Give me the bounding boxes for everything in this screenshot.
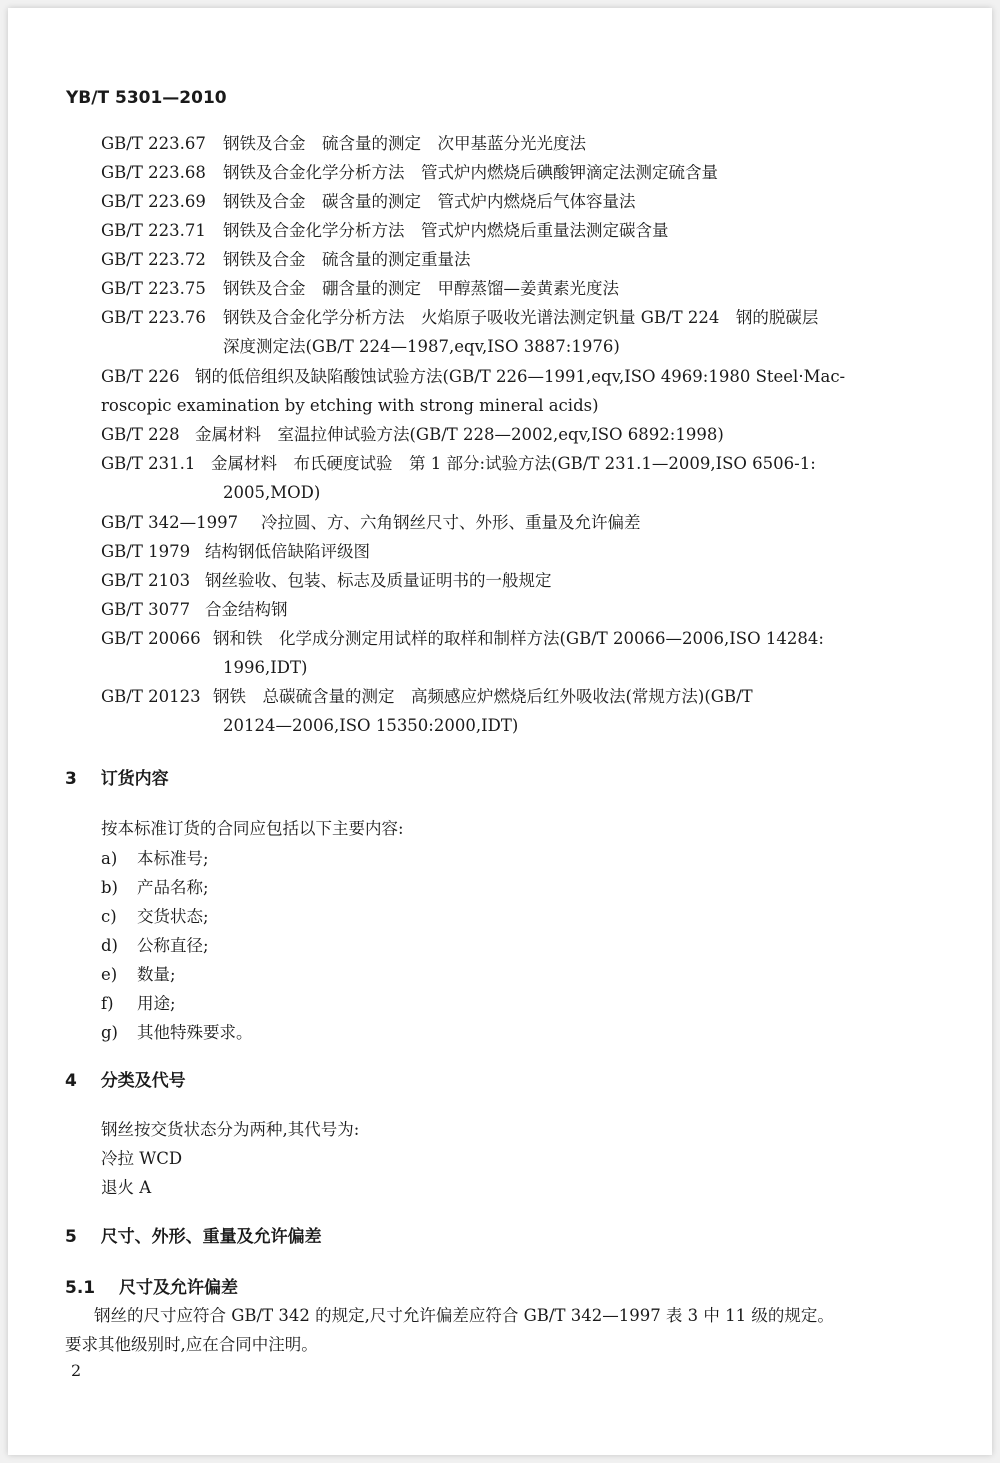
reference-row: [101, 453, 816, 475]
reference-row: [101, 366, 845, 388]
reference-title-continuation: 2005,MOD): [223, 483, 321, 502]
ordering-item: [101, 990, 176, 1014]
code-cold-drawn: 冷拉 WCD: [101, 1149, 183, 1168]
reference-row: [101, 249, 471, 271]
reference-code: GB/T 223.69: [101, 192, 206, 211]
section-3-title: 订货内容: [100, 769, 169, 789]
section-4-heading: [65, 1066, 186, 1091]
ordering-item-label: g): [101, 1023, 118, 1042]
reference-code: GB/T 228: [101, 425, 180, 444]
reference-title: 结构钢低倍缺陷评级图: [205, 542, 370, 561]
reference-title: 钢铁 总碳硫含量的测定 高频感应炉燃烧后红外吸收法(常规方法)(GB/T: [213, 687, 753, 706]
reference-row: [101, 424, 724, 446]
reference-code: GB/T 20066: [101, 629, 201, 648]
reference-code: GB/T 223.71: [101, 221, 206, 240]
subsection-5-1-title: 尺寸及允许偏差: [118, 1278, 238, 1298]
reference-row: [101, 686, 753, 708]
ordering-item-text: 本标准号;: [137, 849, 209, 868]
ordering-item-text: 交货状态;: [137, 907, 209, 926]
reference-row: [101, 570, 552, 592]
ordering-item: [101, 903, 209, 927]
section-5-title: 尺寸、外形、重量及允许偏差: [100, 1227, 322, 1247]
reference-code: GB/T 3077: [101, 600, 191, 619]
reference-title-continuation: 1996,IDT): [223, 658, 308, 677]
reference-row: [101, 599, 288, 621]
reference-title-continuation: roscopic examination by etching with strong mineral acids): [101, 396, 599, 415]
section-3-intro: 按本标准订货的合同应包括以下主要内容:: [101, 819, 404, 838]
reference-title: 钢铁及合金 硼含量的测定 甲醇蒸馏—姜黄素光度法: [223, 279, 619, 298]
subsection-5-1-number: 5.1: [65, 1278, 96, 1298]
reference-code: GB/T 342—1997: [101, 513, 239, 532]
reference-row: [101, 628, 824, 650]
document-page: [8, 8, 992, 1455]
reference-title: 合金结构钢: [205, 600, 288, 619]
ordering-item: [101, 1019, 253, 1043]
section-5-1-paragraph-line-2: 要求其他级别时,应在合同中注明。: [65, 1335, 318, 1354]
section-5-1-paragraph-line-1: 钢丝的尺寸应符合 GB/T 342 的规定,尺寸允许偏差应符合 GB/T 342—1997 表 3 中 11 级的规定。: [94, 1306, 834, 1325]
reference-title: 钢铁及合金 硫含量的测定重量法: [223, 250, 471, 269]
reference-title: 钢和铁 化学成分测定用试样的取样和制样方法(GB/T 20066—2006,ISO 14284:: [213, 629, 824, 648]
reference-title: 钢铁及合金化学分析方法 管式炉内燃烧后重量法测定碳含量: [223, 221, 669, 240]
reference-title-continuation: 20124—2006,ISO 15350:2000,IDT): [223, 716, 519, 735]
reference-row: [101, 307, 818, 329]
ordering-item-label: e): [101, 965, 118, 984]
reference-title: 钢铁及合金化学分析方法 火焰原子吸收光谱法测定钒量 GB/T 224 钢的脱碳层: [223, 308, 819, 327]
doc-header-code: YB/T 5301—2010: [66, 88, 227, 108]
reference-title: 钢铁及合金 碳含量的测定 管式炉内燃烧后气体容量法: [223, 192, 636, 211]
reference-code: GB/T 226: [101, 367, 180, 386]
ordering-item: [101, 961, 176, 985]
reference-row: [101, 541, 370, 563]
reference-code: GB/T 223.67: [101, 134, 206, 153]
reference-row: [101, 220, 669, 242]
reference-code: GB/T 223.75: [101, 279, 206, 298]
reference-code: GB/T 223.76: [101, 308, 206, 327]
code-annealed: 退火 A: [101, 1178, 152, 1197]
section-5-number: 5: [65, 1227, 77, 1247]
ordering-item-text: 其他特殊要求。: [137, 1023, 253, 1042]
page-number: 2: [71, 1361, 82, 1380]
reference-title: 钢铁及合金 硫含量的测定 次甲基蓝分光光度法: [223, 134, 586, 153]
reference-code: GB/T 20123: [101, 687, 201, 706]
ordering-item-text: 公称直径;: [137, 936, 209, 955]
section-4-number: 4: [65, 1071, 77, 1091]
reference-row: [101, 512, 641, 534]
reference-row: [101, 191, 636, 213]
ordering-item-text: 产品名称;: [137, 878, 209, 897]
ordering-item-label: c): [101, 907, 117, 926]
section-4-title: 分类及代号: [100, 1071, 186, 1091]
reference-title: 钢的低倍组织及缺陷酸蚀试验方法(GB/T 226—1991,eqv,ISO 4969:1980 Steel·Mac-: [195, 367, 846, 386]
reference-row: [101, 278, 619, 300]
ordering-item-label: b): [101, 878, 118, 897]
reference-code: GB/T 2103: [101, 571, 191, 590]
ordering-item: [101, 845, 209, 869]
reference-row: [101, 162, 718, 184]
section-3-number: 3: [65, 769, 77, 789]
ordering-item: [101, 874, 209, 898]
reference-title: 冷拉圆、方、六角钢丝尺寸、外形、重量及允许偏差: [261, 513, 641, 532]
reference-title: 金属材料 布氏硬度试验 第 1 部分:试验方法(GB/T 231.1—2009,ISO 6506-1:: [211, 454, 816, 473]
reference-title: 金属材料 室温拉伸试验方法(GB/T 228—2002,eqv,ISO 6892:1998): [195, 425, 724, 444]
ordering-item: [101, 932, 209, 956]
section-5-heading: [65, 1222, 322, 1247]
subsection-5-1-heading: [65, 1273, 238, 1298]
reference-code: GB/T 223.72: [101, 250, 206, 269]
ordering-item-text: 用途;: [137, 994, 176, 1013]
reference-title: 钢丝验收、包装、标志及质量证明书的一般规定: [205, 571, 552, 590]
ordering-item-text: 数量;: [137, 965, 176, 984]
section-4-intro: 钢丝按交货状态分为两种,其代号为:: [101, 1120, 360, 1139]
reference-row: [101, 133, 586, 155]
ordering-item-label: a): [101, 849, 118, 868]
reference-code: GB/T 223.68: [101, 163, 206, 182]
reference-title-continuation: 深度测定法(GB/T 224—1987,eqv,ISO 3887:1976): [223, 337, 620, 356]
ordering-item-label: d): [101, 936, 118, 955]
reference-title: 钢铁及合金化学分析方法 管式炉内燃烧后碘酸钾滴定法测定硫含量: [223, 163, 718, 182]
ordering-item-label: f): [101, 994, 114, 1013]
reference-code: GB/T 231.1: [101, 454, 196, 473]
section-3-heading: [65, 764, 169, 789]
reference-code: GB/T 1979: [101, 542, 191, 561]
